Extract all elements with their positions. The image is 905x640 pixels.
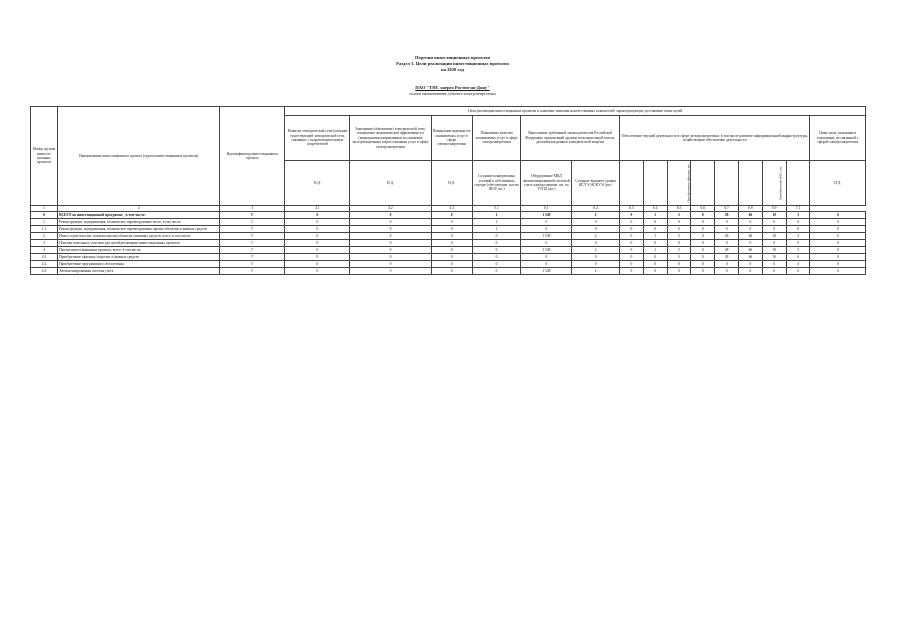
row-value: 0 [667, 240, 691, 247]
goal-2: Замещение (обновление) электрической сети/повышение экономической эффективности (мероприятия направленные на снижение эксплуатационных затрат) оказания услуг в сфере электроэнергетики [350, 116, 431, 161]
row-value: 0 [810, 254, 866, 261]
goal-1: Развитие электрической сети/усиление существующей электрической сети, связанное с подключением новых потребителей [285, 116, 350, 161]
row-value: 0 [521, 219, 572, 226]
row-value: 0 [619, 219, 643, 226]
row-value: 1 [643, 247, 667, 254]
sub-g6-8 [786, 161, 810, 206]
row-value: 0 [619, 254, 643, 261]
goal-3: Повышение надежности оказываемых услуг в сфере электроэнергетики [431, 116, 472, 161]
header-row-1 [31, 107, 866, 116]
row-value: 66 [739, 254, 763, 261]
colnum: 6.6 [691, 206, 715, 212]
row-value: 66 [739, 212, 763, 219]
row-value: 0 [285, 247, 350, 254]
row-value: 0 [810, 212, 866, 219]
row-value: 0 [285, 219, 350, 226]
row-number: 4.1 [31, 254, 58, 261]
row-value: 1 [643, 233, 667, 240]
row-value: 0 [285, 212, 350, 219]
row-value: 0 [643, 261, 667, 268]
row-value: 0 [739, 268, 763, 275]
row-name: ВСЕГО по инвестиционной программе , в том числе: [58, 212, 220, 219]
row-value: 5 [667, 247, 691, 254]
row-value: 0 [739, 226, 763, 233]
colnum: 6.1 [521, 206, 572, 212]
colnum: 4.1 [285, 206, 350, 212]
row-value: 0 [350, 219, 431, 226]
table-row [31, 254, 866, 261]
row-value: 0 [521, 240, 572, 247]
table-row [31, 226, 866, 233]
row-id: Г [220, 268, 285, 275]
col-id-header: Идентификатор инвестиционного проекта [220, 107, 285, 206]
sub-g7: Н.Д. [810, 161, 866, 206]
row-value: 0 [810, 233, 866, 240]
colnum: 6.3 [619, 206, 643, 212]
title-year: на 2020 год [441, 67, 464, 72]
row-value: 0 [810, 247, 866, 254]
row-value: 0 [691, 233, 715, 240]
goals-header: Цели реализации инвестиционных проектов и плановые значения количественных показателей, характеризующих достижение таких целей [285, 107, 866, 116]
row-value: 0 [810, 268, 866, 275]
row-value: 1 [472, 226, 521, 233]
row-value: 0 [472, 247, 521, 254]
row-value: 2 [572, 247, 620, 254]
row-id: Г [220, 240, 285, 247]
row-value: 5 [667, 233, 691, 240]
sub-g6-6 [739, 161, 763, 206]
row-value: 0 [715, 219, 739, 226]
row-value: 0 [715, 261, 739, 268]
title-line-2: Раздел 3. Цели реализации инвестиционных проектов [396, 61, 509, 66]
row-value: 0 [643, 240, 667, 247]
row-value: 0 [350, 261, 431, 268]
row-value: 0 [691, 261, 715, 268]
row-value: 0 [285, 268, 350, 275]
row-name: Покупка земельных участков для целей реализации инвестиционных проектов [58, 240, 220, 247]
row-value: 0 [431, 212, 472, 219]
sub-g6-2 [643, 161, 667, 206]
row-value: 0 [572, 261, 620, 268]
row-value: 0 [762, 240, 786, 247]
row-value: 0 [472, 261, 521, 268]
row-value: 0 [691, 212, 715, 219]
row-value: 0 [739, 219, 763, 226]
row-value: 0 [350, 233, 431, 240]
goal-6: Обеспечение текущей деятельности в сфере электроэнергетики, в том числе развитие информационной инфраструктуры, хозяйственное обеспечение деятельности [619, 116, 810, 161]
row-number: 1 [31, 219, 58, 226]
row-value: 0 [739, 261, 763, 268]
row-value: 0 [431, 247, 472, 254]
row-value: 0 [691, 219, 715, 226]
row-name: Автоматизированная система учета [58, 268, 220, 275]
row-value: 0 [285, 254, 350, 261]
row-value: 0 [285, 240, 350, 247]
row-number: 4 [31, 247, 58, 254]
row-id: Г [220, 219, 285, 226]
row-number: 0 [31, 212, 58, 219]
sub-g5b: Создание верхнего уровня ИСУЭ (АСКУЭ) (шт.) [572, 161, 620, 206]
row-value: 0 [667, 219, 691, 226]
row-value: 0 [786, 240, 810, 247]
row-value: 0 [431, 268, 472, 275]
row-value: 0 [643, 254, 667, 261]
row-value: 0 [619, 226, 643, 233]
row-value: 0 [786, 268, 810, 275]
row-value: 10 [762, 254, 786, 261]
row-value: 5 [667, 212, 691, 219]
row-id: Г [220, 226, 285, 233]
table-row [31, 268, 866, 275]
colnum: 6.8 [739, 206, 763, 212]
row-value: 28 [715, 233, 739, 240]
row-value: 1 549 [521, 247, 572, 254]
row-value: 0 [572, 254, 620, 261]
row-value: 0 [691, 268, 715, 275]
row-value: 0 [715, 240, 739, 247]
row-name: Новое строительство, покупка прочих объектов основных средств, всего, в том числе: [58, 233, 220, 240]
row-value: 2 [572, 212, 620, 219]
row-value: 0 [431, 261, 472, 268]
row-value: 0 [431, 226, 472, 233]
table-row [31, 219, 866, 226]
row-value: 0 [762, 261, 786, 268]
row-value: 0 [350, 226, 431, 233]
colnum: 6.7 [715, 206, 739, 212]
col-name-header: Наименование инвестиционного проекта (группы инвестиционных проектов) [58, 107, 220, 206]
row-value: 0 [619, 261, 643, 268]
row-value: 0 [810, 261, 866, 268]
row-value: 0 [285, 261, 350, 268]
row-value: 0 [472, 240, 521, 247]
col-number-header: Номер группы инвести-ционных проектов [31, 107, 58, 206]
sub-g5a: Оборудование МКД автоматизированной системой учета электроэнергии, шт. по УСПД (шт.) [521, 161, 572, 206]
row-id: Г [220, 254, 285, 261]
row-value: 1 549 [521, 268, 572, 275]
row-value: 0 [810, 226, 866, 233]
colnum: 2 [58, 206, 220, 212]
row-value: 3 [786, 233, 810, 240]
row-value: 66 [739, 247, 763, 254]
sub-g6-3-text: Приобретение офисных шт. [685, 163, 690, 203]
row-value: 0 [667, 261, 691, 268]
row-value: 0 [285, 226, 350, 233]
row-name: Реконструкция, модернизация, техническое перевооружение прочих объектов основных средств [58, 226, 220, 233]
colnum: 1 [31, 206, 58, 212]
row-value: 28 [715, 212, 739, 219]
company-name-text: ПАО "ТНС энерго Ростов-на-Дону" [415, 85, 490, 90]
colnum: 3 [220, 206, 285, 212]
sub-g6-1 [619, 161, 643, 206]
row-value: 0 [521, 261, 572, 268]
colnum: 5.1 [472, 206, 521, 212]
row-value: 1 [472, 212, 521, 219]
row-value: 5 [667, 254, 691, 261]
row-value: 0 [350, 254, 431, 261]
colnum: 6.4 [643, 206, 667, 212]
row-value: 0 [572, 240, 620, 247]
table-row [31, 247, 866, 254]
sub-g6-7-text: Приобретение ИБП, шт. [778, 166, 783, 200]
row-value: 28 [715, 247, 739, 254]
table-row [31, 261, 866, 268]
title-line-1: Перечни инвестиционных проектов [415, 55, 490, 60]
row-value: 0 [472, 254, 521, 261]
row-value: 0 [691, 226, 715, 233]
colnum: 4.3 [431, 206, 472, 212]
row-value: 0 [431, 219, 472, 226]
row-value: 0 [350, 247, 431, 254]
row-value: 10 [762, 233, 786, 240]
row-value: 0 [667, 226, 691, 233]
row-value: 0 [643, 226, 667, 233]
row-value: 0 [786, 219, 810, 226]
colnum: 6.2 [572, 206, 620, 212]
row-value: 0 [786, 254, 810, 261]
row-name: Прочие инвестиционные проекты, всего, в том числе: [58, 247, 220, 254]
colnum: 7.1 [786, 206, 810, 212]
sub-g4: Создание конкурентных условий в собственном секторе (обеспечение, кол-во ШОУ, шт.) [472, 161, 521, 206]
row-value: 0 [350, 240, 431, 247]
row-value: 10 [762, 212, 786, 219]
row-value: 0 [715, 226, 739, 233]
goal-5: Выполнение требований законодательства Российской Федерации, предписаний органов исполнительной власти, регламентов рынков электрической энергии [521, 116, 620, 161]
row-value: 10 [762, 247, 786, 254]
table-row [31, 233, 866, 240]
row-id: Г [220, 261, 285, 268]
row-value: 3 [786, 261, 810, 268]
row-name: Реконструкция, модернизация, техническое перевооружение всего, в том числе: [58, 219, 220, 226]
row-name: Приобретение офисных и прочих основных средств [58, 254, 220, 261]
row-value: 0 [572, 219, 620, 226]
row-value: 0 [350, 268, 431, 275]
row-id: Г [220, 212, 285, 219]
row-value: 3 [786, 212, 810, 219]
row-number: 4.2 [31, 261, 58, 268]
row-value: 0 [810, 219, 866, 226]
row-value: 0 [691, 240, 715, 247]
row-value: 1 549 [521, 233, 572, 240]
colnum: 6.9 [762, 206, 786, 212]
row-value: 1 549 [521, 212, 572, 219]
row-value: 28 [715, 254, 739, 261]
row-value: 0 [762, 219, 786, 226]
colnum: 6.5 [667, 206, 691, 212]
row-value: 0 [619, 233, 643, 240]
row-value: 0 [786, 226, 810, 233]
row-value: 0 [715, 268, 739, 275]
table-row [31, 212, 866, 219]
row-number: 2 [31, 233, 58, 240]
row-value: 66 [739, 233, 763, 240]
row-number: 4.3 [31, 268, 58, 275]
row-value: 2 [572, 268, 620, 275]
sub-g6-3 [667, 161, 691, 206]
row-value: 0 [619, 247, 643, 254]
row-value: 1 [643, 212, 667, 219]
row-value: 0 [643, 268, 667, 275]
row-id: Г [220, 233, 285, 240]
row-value: 0 [619, 240, 643, 247]
row-value: 1 [472, 219, 521, 226]
row-value: 3 [786, 247, 810, 254]
row-value: 0 [431, 240, 472, 247]
row-value: 0 [572, 226, 620, 233]
goals-table [30, 106, 866, 275]
row-value: 0 [521, 254, 572, 261]
row-name: Приобретение программного обеспечения [58, 261, 220, 268]
sub-g6-5 [715, 161, 739, 206]
row-value: 0 [643, 219, 667, 226]
row-value: 2 [572, 233, 620, 240]
table-row [31, 240, 866, 247]
sub-g3: Н.Д. [431, 161, 472, 206]
colnum: 4.2 [350, 206, 431, 212]
sub-g6-4 [691, 161, 715, 206]
row-number: 3 [31, 240, 58, 247]
company-caption: полное наименование субъекта электроэнергетики [409, 91, 496, 96]
goal-7: Иные цели, указанные в отношении, не связанной с сферой электроэнергетики [810, 116, 866, 161]
row-value: 0 [472, 268, 521, 275]
goal-4: Повышение качества оказываемых услуг в сфере электроэнергетики [472, 116, 521, 161]
row-value: 0 [762, 226, 786, 233]
row-value: 0 [762, 268, 786, 275]
row-value: 0 [691, 247, 715, 254]
row-value: 0 [739, 240, 763, 247]
row-value: 0 [431, 254, 472, 261]
row-value: 0 [285, 233, 350, 240]
row-value: 0 [431, 233, 472, 240]
sub-g2: Н.Д. [350, 161, 431, 206]
row-value: 0 [619, 212, 643, 219]
row-value: 0 [472, 233, 521, 240]
row-value: 0 [691, 254, 715, 261]
row-id: Г [220, 247, 285, 254]
row-number: 1.1 [31, 226, 58, 233]
sub-g1: Н.Д. [285, 161, 350, 206]
row-value: 0 [521, 226, 572, 233]
data-rows [31, 212, 866, 275]
row-value: 0 [350, 212, 431, 219]
row-value: 0 [619, 268, 643, 275]
sub-g6-7 [762, 161, 786, 206]
row-value: 0 [810, 240, 866, 247]
row-value: 0 [667, 268, 691, 275]
